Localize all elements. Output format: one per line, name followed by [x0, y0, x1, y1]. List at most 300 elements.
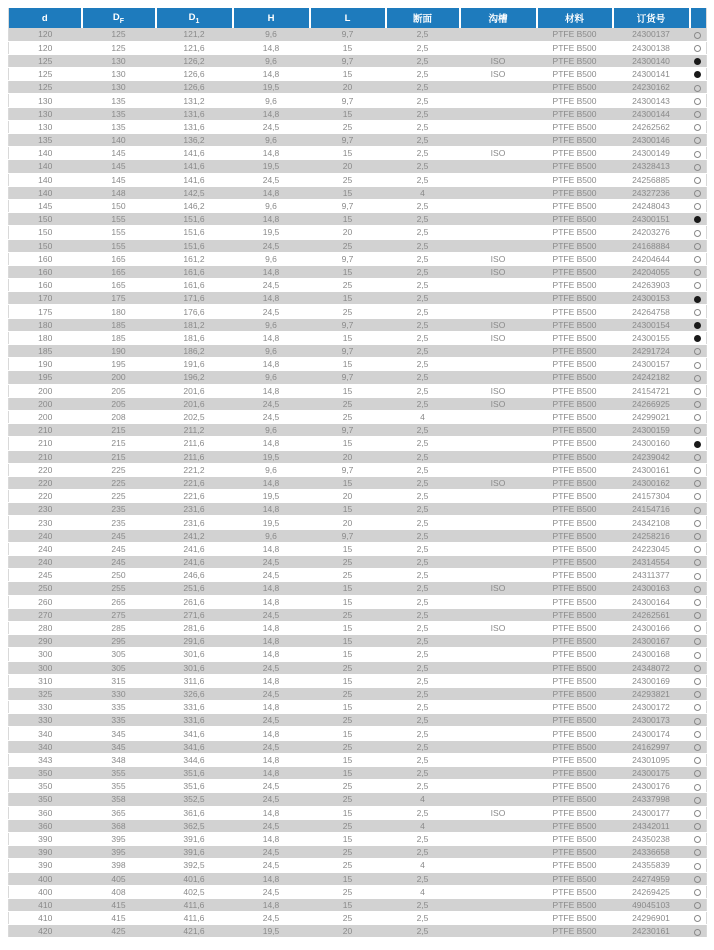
cell-d1: 121,2: [183, 29, 205, 40]
cell-groove: ISO: [490, 266, 506, 277]
cell-order-no: 24230162: [632, 82, 670, 93]
table-row: [9, 213, 707, 226]
cell-marker: [690, 806, 707, 819]
cell-material: PTFE B500: [552, 570, 597, 581]
table-row: [9, 832, 707, 845]
cell-d1: 141,6: [183, 148, 205, 159]
table-row: [9, 780, 707, 793]
cell-l: 15: [342, 332, 353, 343]
cell-h: 14,8: [262, 596, 280, 607]
cell-d1: 151,6: [183, 240, 205, 251]
cell-section: 2,5: [416, 253, 429, 264]
open-circle-icon: [694, 203, 701, 210]
cell-h: 14,8: [262, 69, 280, 80]
cell-material: PTFE B500: [552, 240, 597, 251]
cell-groove: [460, 542, 537, 555]
table-row: [9, 819, 707, 832]
cell-marker: [690, 107, 707, 120]
cell-df: 215: [111, 425, 126, 436]
cell-df: 130: [111, 55, 126, 66]
cell-l: 25: [342, 781, 353, 792]
cell-groove: [460, 463, 537, 476]
cell-d1: 126,2: [183, 55, 205, 66]
cell-order-no: 24274959: [632, 873, 670, 884]
table-row: [9, 635, 707, 648]
cell-d: 343: [38, 754, 53, 765]
cell-groove: [460, 859, 537, 872]
cell-d1: 202,5: [183, 412, 205, 423]
cell-section: 2,5: [416, 741, 429, 752]
open-circle-icon: [694, 32, 701, 39]
open-circle-icon: [694, 309, 701, 316]
cell-df: 305: [111, 662, 126, 673]
cell-h: 19,5: [262, 82, 280, 93]
table-row: [9, 872, 707, 885]
open-circle-icon: [694, 546, 701, 553]
cell-marker: [690, 885, 707, 898]
cell-material: PTFE B500: [552, 477, 597, 488]
cell-marker: [690, 81, 707, 94]
cell-df: 355: [111, 781, 126, 792]
open-circle-icon: [694, 45, 701, 52]
cell-df: 305: [111, 649, 126, 660]
cell-marker: [690, 160, 707, 173]
cell-order-no: 24300161: [632, 464, 670, 475]
open-circle-icon: [694, 744, 701, 751]
cell-h: 24,5: [262, 609, 280, 620]
cell-d: 390: [38, 847, 53, 858]
cell-order-no: 24262562: [632, 121, 670, 132]
table-row: [9, 292, 707, 305]
table-row: [9, 94, 707, 107]
cell-section: 2,5: [416, 491, 429, 502]
cell-marker: [690, 490, 707, 503]
cell-d: 310: [38, 675, 53, 686]
cell-d: 200: [38, 398, 53, 409]
cell-h: 14,8: [262, 42, 280, 53]
cell-section: 2,5: [416, 95, 429, 106]
cell-groove: [460, 793, 537, 806]
open-circle-icon: [694, 586, 701, 593]
cell-material: PTFE B500: [552, 280, 597, 291]
cell-l: 15: [342, 728, 353, 739]
cell-section: 2,5: [416, 346, 429, 357]
cell-material: PTFE B500: [552, 135, 597, 146]
cell-h: 14,8: [262, 636, 280, 647]
open-circle-icon: [694, 507, 701, 514]
cell-material: PTFE B500: [552, 464, 597, 475]
cell-h: 14,8: [262, 477, 280, 488]
cell-groove: [460, 345, 537, 358]
table-row: [9, 345, 707, 358]
cell-d1: 161,2: [183, 253, 205, 264]
cell-df: 155: [111, 214, 126, 225]
cell-section: 2,5: [416, 754, 429, 765]
cell-d1: 231,6: [183, 517, 205, 528]
cell-h: 9,6: [265, 253, 277, 264]
cell-marker: [690, 345, 707, 358]
cell-material: PTFE B500: [552, 491, 597, 502]
cell-d: 160: [38, 266, 53, 277]
open-circle-icon: [694, 388, 701, 395]
cell-marker: [690, 410, 707, 423]
cell-l: 9,7: [341, 319, 354, 330]
cell-h: 14,8: [262, 543, 280, 554]
cell-material: PTFE B500: [552, 517, 597, 528]
cell-section: 4: [420, 794, 425, 805]
cell-l: 9,7: [341, 95, 354, 106]
cell-h: 24,5: [262, 280, 280, 291]
cell-section: 2,5: [416, 926, 429, 937]
open-circle-icon: [694, 98, 701, 105]
cell-df: 145: [111, 148, 126, 159]
cell-section: 2,5: [416, 398, 429, 409]
cell-d1: 196,2: [183, 372, 205, 383]
table-row: [9, 305, 707, 318]
cell-section: 2,5: [416, 873, 429, 884]
cell-l: 15: [342, 69, 353, 80]
cell-section: 2,5: [416, 557, 429, 568]
cell-h: 19,5: [262, 491, 280, 502]
cell-l: 25: [342, 121, 353, 132]
table-row: [9, 727, 707, 740]
cell-order-no: 24355839: [632, 860, 670, 871]
cell-d1: 161,6: [183, 280, 205, 291]
cell-d1: 391,6: [183, 847, 205, 858]
cell-h: 19,5: [262, 451, 280, 462]
cell-df: 225: [111, 477, 126, 488]
cell-material: PTFE B500: [552, 55, 597, 66]
cell-section: 2,5: [416, 372, 429, 383]
cell-l: 9,7: [341, 135, 354, 146]
cell-d1: 231,6: [183, 504, 205, 515]
cell-d1: 191,6: [183, 359, 205, 370]
cell-df: 355: [111, 768, 126, 779]
cell-h: 24,5: [262, 240, 280, 251]
cell-order-no: 24300168: [632, 649, 670, 660]
cell-d: 180: [38, 319, 53, 330]
cell-groove: [460, 635, 537, 648]
cell-marker: [690, 503, 707, 516]
cell-order-no: 24300174: [632, 728, 670, 739]
cell-marker: [690, 740, 707, 753]
cell-d: 130: [38, 95, 53, 106]
cell-groove: [460, 648, 537, 661]
cell-l: 15: [342, 675, 353, 686]
cell-marker: [690, 226, 707, 239]
cell-groove: [460, 120, 537, 133]
cell-l: 25: [342, 557, 353, 568]
cell-order-no: 24311377: [632, 570, 670, 581]
cell-h: 14,8: [262, 187, 280, 198]
cell-d: 330: [38, 715, 53, 726]
cell-material: PTFE B500: [552, 636, 597, 647]
cell-d1: 181,2: [183, 319, 205, 330]
cell-d: 300: [38, 662, 53, 673]
cell-h: 14,8: [262, 675, 280, 686]
cell-section: 2,5: [416, 517, 429, 528]
cell-d1: 341,6: [183, 728, 205, 739]
cell-df: 185: [111, 332, 126, 343]
cell-groove: [460, 595, 537, 608]
cell-order-no: 24300160: [632, 438, 670, 449]
cell-l: 15: [342, 636, 353, 647]
cell-d: 125: [38, 55, 53, 66]
cell-d: 420: [38, 926, 53, 937]
cell-d1: 301,6: [183, 649, 205, 660]
column-header-marker: [690, 8, 707, 28]
cell-l: 25: [342, 860, 353, 871]
table-row: [9, 648, 707, 661]
cell-marker: [690, 476, 707, 489]
cell-groove: [460, 424, 537, 437]
cell-df: 395: [111, 847, 126, 858]
cell-df: 335: [111, 702, 126, 713]
cell-l: 9,7: [341, 425, 354, 436]
cell-df: 395: [111, 834, 126, 845]
cell-section: 2,5: [416, 201, 429, 212]
cell-df: 155: [111, 240, 126, 251]
cell-d: 210: [38, 451, 53, 462]
column-header-l: L: [310, 8, 386, 28]
open-circle-icon: [694, 929, 701, 936]
cell-marker: [690, 318, 707, 331]
column-header-order-no: 订货号: [613, 8, 690, 28]
cell-material: PTFE B500: [552, 530, 597, 541]
cell-df: 245: [111, 557, 126, 568]
cell-l: 25: [342, 741, 353, 752]
cell-d: 160: [38, 280, 53, 291]
open-circle-icon: [694, 757, 701, 764]
cell-h: 24,5: [262, 557, 280, 568]
cell-l: 25: [342, 412, 353, 423]
cell-l: 25: [342, 609, 353, 620]
cell-d: 260: [38, 596, 53, 607]
cell-df: 148: [111, 187, 126, 198]
table-row: [9, 134, 707, 147]
cell-l: 15: [342, 768, 353, 779]
table-row: [9, 714, 707, 727]
cell-groove: [460, 819, 537, 832]
cell-groove: ISO: [490, 332, 506, 343]
cell-material: PTFE B500: [552, 794, 597, 805]
cell-h: 24,5: [262, 715, 280, 726]
cell-l: 15: [342, 596, 353, 607]
cell-d: 290: [38, 636, 53, 647]
cell-df: 365: [111, 807, 126, 818]
cell-groove: [460, 898, 537, 911]
cell-marker: [690, 912, 707, 925]
cell-marker: [690, 186, 707, 199]
open-circle-icon: [694, 652, 701, 659]
cell-d: 150: [38, 227, 53, 238]
cell-df: 150: [111, 201, 126, 212]
cell-order-no: 24300166: [632, 623, 670, 634]
open-circle-icon: [694, 282, 701, 289]
cell-groove: ISO: [490, 69, 506, 80]
cell-h: 14,8: [262, 385, 280, 396]
open-circle-icon: [694, 362, 701, 369]
cell-order-no: 24342108: [632, 517, 670, 528]
cell-l: 9,7: [341, 346, 354, 357]
cell-groove: [460, 134, 537, 147]
table-row: [9, 767, 707, 780]
cell-d1: 411,6: [183, 913, 205, 924]
cell-section: 2,5: [416, 293, 429, 304]
cell-order-no: 24263903: [632, 280, 670, 291]
table-row: [9, 279, 707, 292]
cell-groove: ISO: [490, 398, 506, 409]
table-row: [9, 81, 707, 94]
cell-section: 2,5: [416, 319, 429, 330]
cell-material: PTFE B500: [552, 860, 597, 871]
cell-material: PTFE B500: [552, 557, 597, 568]
cell-section: 2,5: [416, 623, 429, 634]
cell-groove: [460, 410, 537, 423]
cell-groove: [460, 305, 537, 318]
cell-df: 425: [111, 926, 126, 937]
cell-material: PTFE B500: [552, 227, 597, 238]
table-row: [9, 529, 707, 542]
column-header-df: $D_F$: [82, 8, 156, 28]
cell-l: 15: [342, 438, 353, 449]
cell-groove: [460, 292, 537, 305]
cell-d1: 181,6: [183, 332, 205, 343]
table-row: [9, 199, 707, 212]
cell-section: 2,5: [416, 121, 429, 132]
cell-order-no: 24300163: [632, 583, 670, 594]
cell-order-no: 24266925: [632, 398, 670, 409]
cell-order-no: 24336658: [632, 847, 670, 858]
cell-h: 14,8: [262, 899, 280, 910]
cell-marker: [690, 872, 707, 885]
cell-d1: 421,6: [183, 926, 205, 937]
cell-d1: 251,6: [183, 583, 205, 594]
cell-marker: [690, 608, 707, 621]
cell-d1: 131,2: [183, 95, 205, 106]
open-circle-icon: [694, 599, 701, 606]
cell-l: 25: [342, 174, 353, 185]
cell-d: 160: [38, 253, 53, 264]
cell-order-no: 24154716: [632, 504, 670, 515]
cell-marker: [690, 832, 707, 845]
cell-df: 405: [111, 873, 126, 884]
open-circle-icon: [694, 863, 701, 870]
cell-material: PTFE B500: [552, 42, 597, 53]
cell-material: PTFE B500: [552, 398, 597, 409]
cell-order-no: 24328413: [632, 161, 670, 172]
cell-order-no: 24300164: [632, 596, 670, 607]
cell-h: 24,5: [262, 781, 280, 792]
cell-d1: 151,6: [183, 214, 205, 225]
cell-section: 2,5: [416, 227, 429, 238]
cell-d: 270: [38, 609, 53, 620]
cell-df: 235: [111, 517, 126, 528]
cell-df: 200: [111, 372, 126, 383]
cell-d1: 121,6: [183, 42, 205, 53]
table-row: [9, 41, 707, 54]
cell-order-no: 24248043: [632, 201, 670, 212]
cell-marker: [690, 371, 707, 384]
cell-d: 220: [38, 464, 53, 475]
cell-marker: [690, 28, 707, 41]
cell-d: 140: [38, 174, 53, 185]
cell-h: 14,8: [262, 332, 280, 343]
cell-l: 20: [342, 161, 353, 172]
open-circle-icon: [694, 137, 701, 144]
cell-order-no: 24223045: [632, 543, 670, 554]
cell-groove: [460, 701, 537, 714]
cell-groove: [460, 714, 537, 727]
cell-material: PTFE B500: [552, 161, 597, 172]
cell-material: PTFE B500: [552, 438, 597, 449]
cell-d1: 281,6: [183, 623, 205, 634]
cell-d: 360: [38, 807, 53, 818]
cell-material: PTFE B500: [552, 926, 597, 937]
cell-order-no: 24300177: [632, 807, 670, 818]
cell-marker: [690, 661, 707, 674]
cell-df: 368: [111, 820, 126, 831]
table-row: [9, 582, 707, 595]
cell-marker: [690, 714, 707, 727]
cell-groove: [460, 872, 537, 885]
cell-d1: 241,2: [183, 530, 205, 541]
cell-material: PTFE B500: [552, 768, 597, 779]
cell-l: 15: [342, 148, 353, 159]
cell-d: 210: [38, 438, 53, 449]
cell-d: 245: [38, 570, 53, 581]
cell-order-no: 24204055: [632, 266, 670, 277]
cell-material: PTFE B500: [552, 69, 597, 80]
filled-circle-icon: [694, 335, 701, 342]
table-row: [9, 661, 707, 674]
cell-l: 25: [342, 820, 353, 831]
cell-d: 350: [38, 768, 53, 779]
cell-marker: [690, 424, 707, 437]
cell-order-no: 24300169: [632, 675, 670, 686]
cell-df: 330: [111, 688, 126, 699]
cell-marker: [690, 120, 707, 133]
cell-material: PTFE B500: [552, 623, 597, 634]
cell-l: 25: [342, 688, 353, 699]
cell-marker: [690, 134, 707, 147]
cell-l: 15: [342, 899, 353, 910]
cell-section: 2,5: [416, 135, 429, 146]
cell-material: PTFE B500: [552, 913, 597, 924]
table-row: [9, 674, 707, 687]
cell-section: 2,5: [416, 266, 429, 277]
cell-l: 15: [342, 583, 353, 594]
open-circle-icon: [694, 836, 701, 843]
cell-marker: [690, 529, 707, 542]
cell-order-no: 24350238: [632, 834, 670, 845]
cell-order-no: 24348072: [632, 662, 670, 673]
cell-marker: [690, 780, 707, 793]
table-row: [9, 753, 707, 766]
cell-groove: [460, 239, 537, 252]
cell-section: 2,5: [416, 715, 429, 726]
cell-h: 9,6: [265, 135, 277, 146]
cell-section: 2,5: [416, 438, 429, 449]
table-row: [9, 397, 707, 410]
cell-material: PTFE B500: [552, 715, 597, 726]
cell-d: 125: [38, 82, 53, 93]
cell-groove: [460, 516, 537, 529]
cell-order-no: 24300159: [632, 425, 670, 436]
cell-df: 408: [111, 886, 126, 897]
cell-d1: 246,6: [183, 570, 205, 581]
cell-h: 24,5: [262, 662, 280, 673]
